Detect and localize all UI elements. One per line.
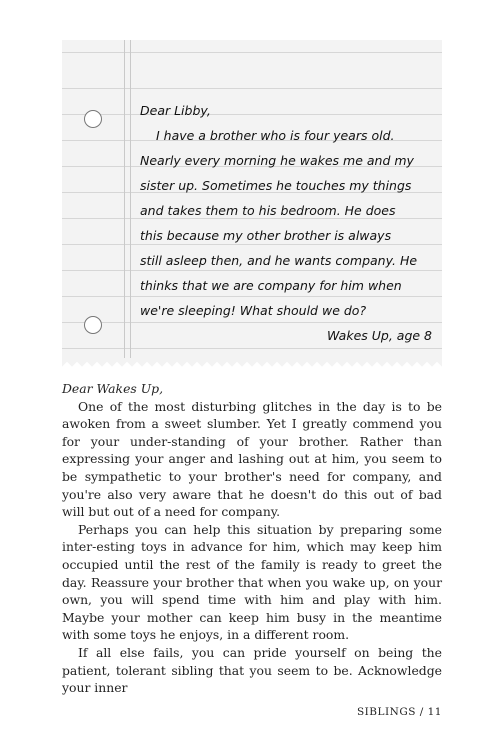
note-line: this because my other brother is always xyxy=(140,228,392,243)
note-line: Nearly every morning he wakes me and my xyxy=(140,153,414,168)
page-footer: SIBLINGS / 11 xyxy=(356,706,442,718)
note-line: sister up. Sometimes he touches my things xyxy=(140,178,412,193)
note-greeting: Dear Libby, xyxy=(140,103,211,118)
reply-salutation: Dear Wakes Up, xyxy=(62,381,164,396)
note-signature: Wakes Up, age 8 xyxy=(327,328,432,343)
note-line: I have a brother who is four years old. xyxy=(156,128,395,143)
margin-line xyxy=(124,40,125,362)
reply-paragraph: If all else fails, you can pride yourself on being the patient, tolerant sibling that you seem to be. Acknowledge your inner xyxy=(62,644,442,696)
reply-paragraph: Perhaps you can help this situation by preparing some inter-esting toys in advance for him, which may keep him occupied until the rest of the family is ready to greet the day. Reassure your brother that when you wake up, on your own, you will spend time with him and play with him. Maybe your mother can keep him busy in the meantime with some toys he enjoys, in a different room. xyxy=(62,521,442,643)
margin-line xyxy=(130,40,131,362)
note-line: we're sleeping! What should we do? xyxy=(140,303,367,318)
note-line: and takes them to his bedroom. He does xyxy=(140,203,396,218)
note-line: still asleep then, and he wants company. He xyxy=(140,253,418,268)
punch-hole-icon xyxy=(84,316,102,334)
handwritten-letter xyxy=(140,98,440,348)
torn-edge xyxy=(62,358,442,370)
note-line: thinks that we are company for him when xyxy=(140,278,402,293)
punch-hole-icon xyxy=(84,110,102,128)
reply-letter xyxy=(62,380,442,697)
reply-paragraph: One of the most disturbing glitches in the day is to be awoken from a sweet slumber. Yet I greatly commend you for your under-standing of your brother. Rather than expressing your anger and lashing out at him, you seem to be sympathetic to your brother's need for company, and you're also very aware that he doesn't do this out of bad will but out of a need for company. xyxy=(62,398,442,520)
